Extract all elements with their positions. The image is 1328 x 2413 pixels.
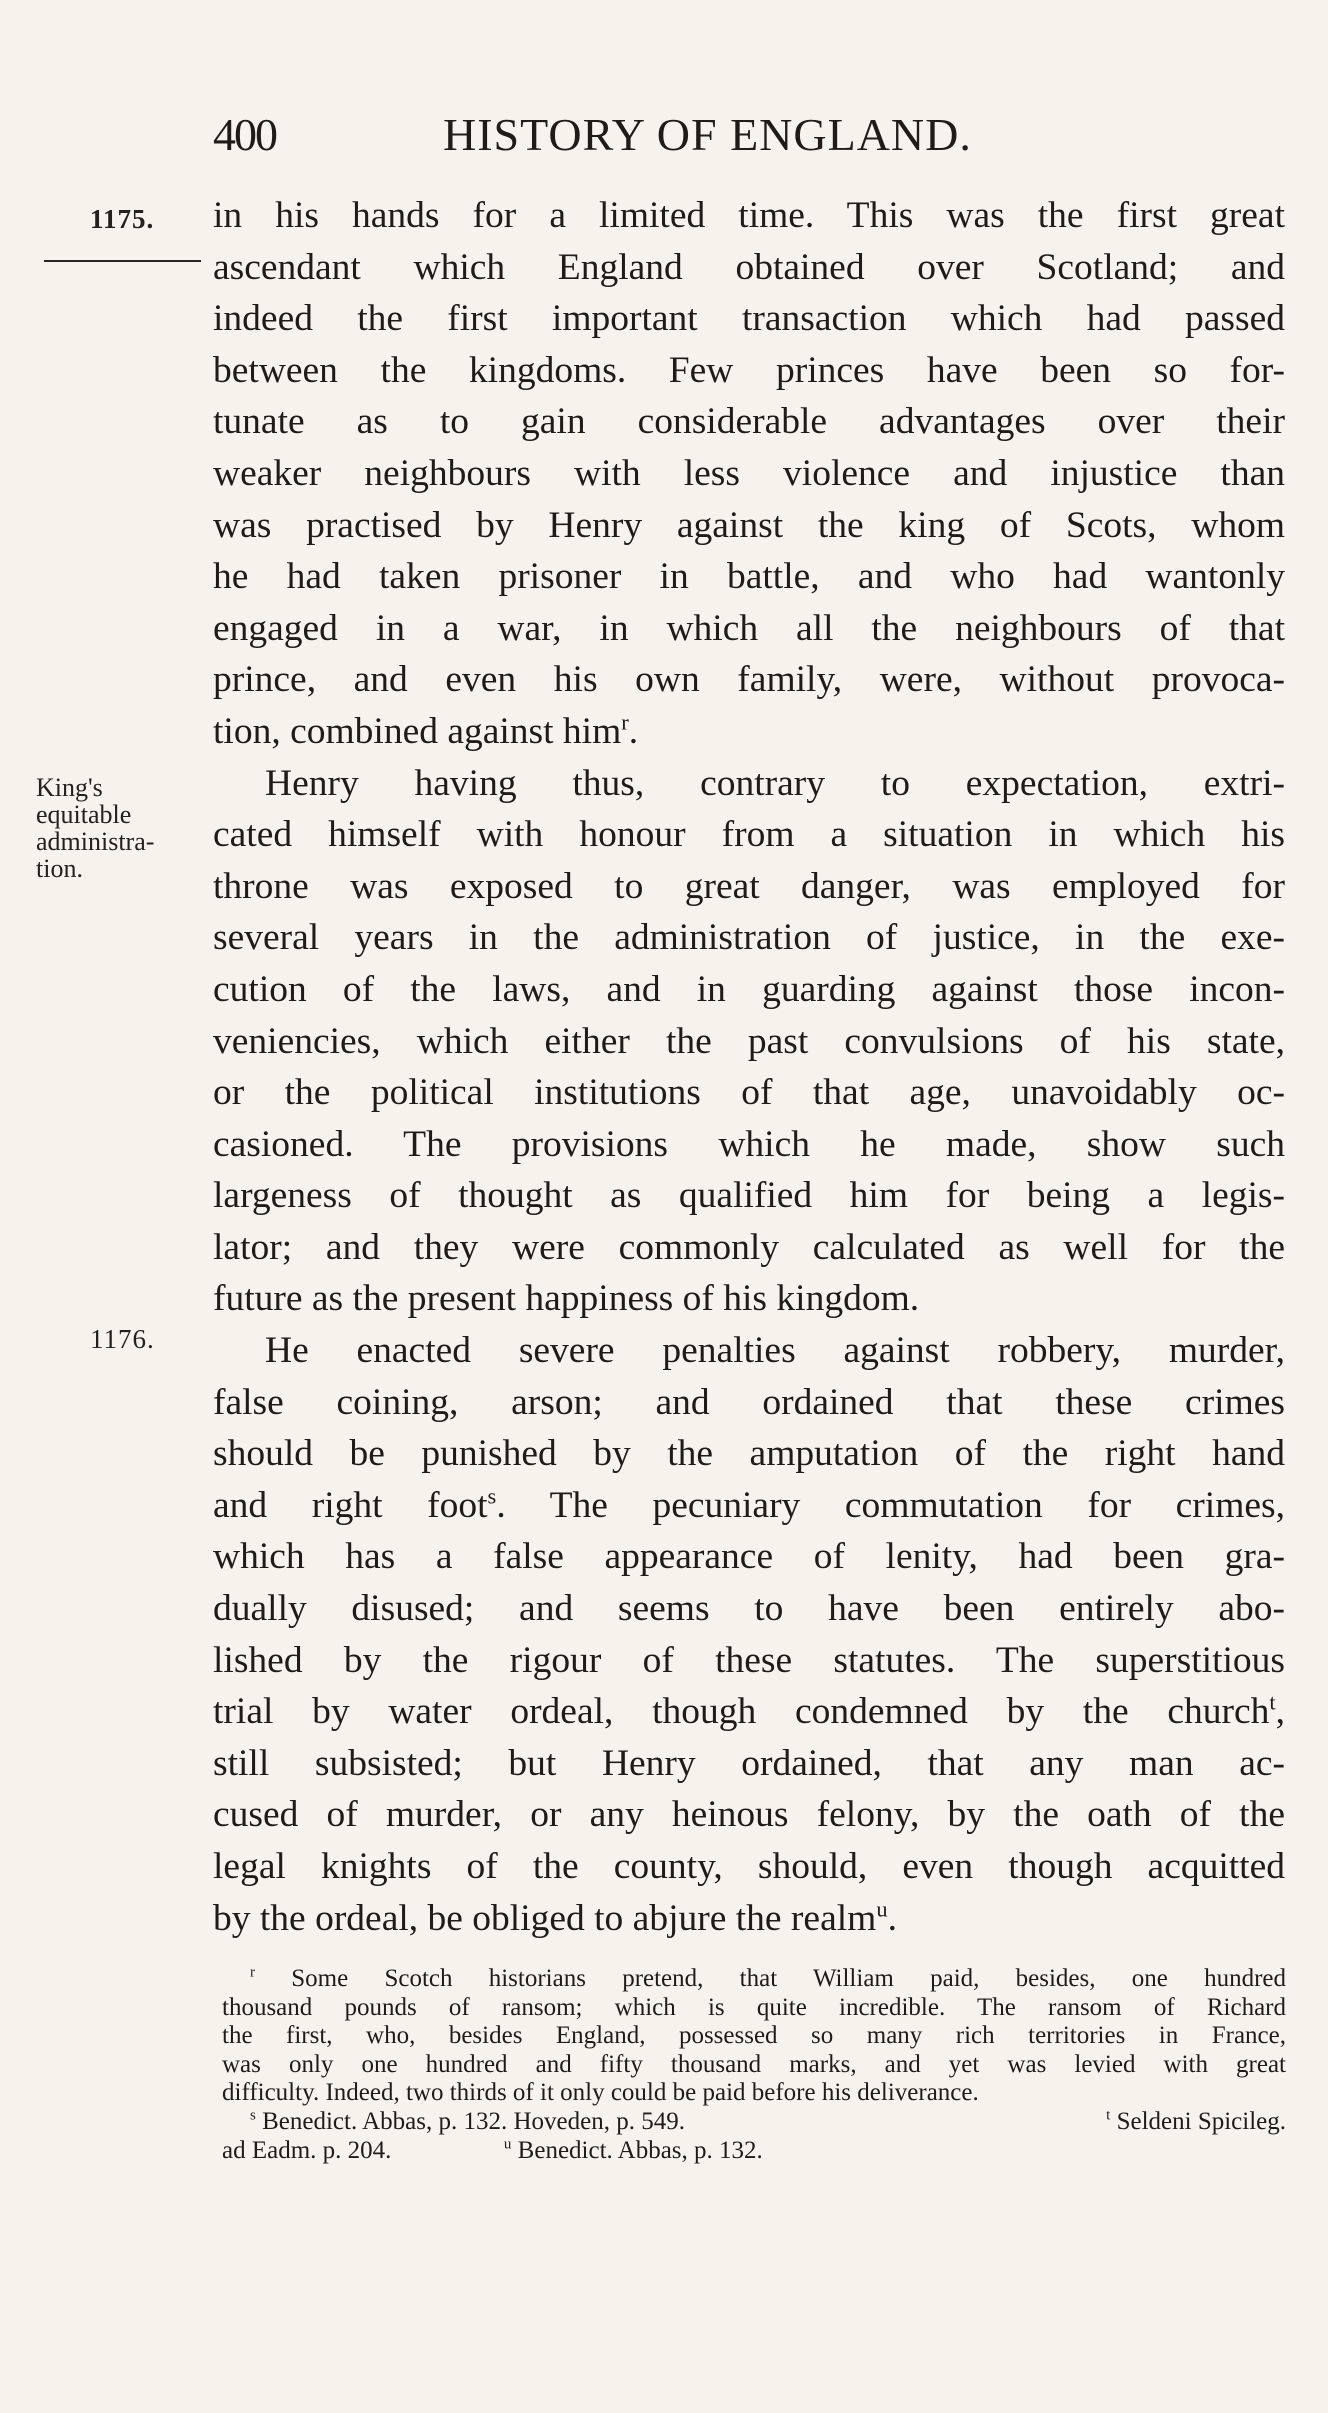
footnote-line: the first, who, besides England, possessed so many rich territories in France, — [222, 2022, 1286, 2050]
text-line: indeed the first important transaction which had passed — [213, 298, 1285, 340]
text-line: in his hands for a limited time. This was the first great — [213, 195, 1285, 236]
footnote-mark-u: u — [503, 2136, 512, 2153]
text-segment: by the ordeal, be obliged to abjure the realm — [213, 1897, 877, 1939]
footnote-line — [222, 1965, 1286, 1994]
footnote-ref-u: u — [876, 1896, 888, 1922]
footnote-text: Seldeni Spicileg. — [1116, 2107, 1286, 2135]
margin-rule — [44, 260, 201, 262]
text-line: lished by the rigour of these statutes. The superstitious — [213, 1639, 1285, 1681]
text-line: should be punished by the amputation of the right hand — [213, 1433, 1285, 1475]
text-line: casioned. The provisions which he made, show such — [213, 1123, 1285, 1165]
text-line: between the kingdoms. Few princes have been so for- — [213, 349, 1285, 391]
text-line: prince, and even his own family, were, without provoca- — [213, 659, 1285, 701]
footnote-line: difficulty. Indeed, two thirds of it only could be paid before his deliverance. — [222, 2079, 979, 2107]
text-line: engaged in a war, in which all the neighbours of that — [213, 607, 1285, 649]
body-text — [213, 190, 1285, 1944]
text-line: largeness of thought as qualified him for being a legis- — [213, 1175, 1285, 1217]
footnote-line — [222, 2108, 1286, 2137]
running-head — [213, 108, 1043, 168]
text-segment: . — [887, 1897, 897, 1939]
footnote-mark-r: r — [250, 1964, 255, 1981]
footnote-line: thousand pounds of ransom; which is quite incredible. The ransom of Richard — [222, 1993, 1286, 2021]
text-line: cution of the laws, and in guarding against those incon- — [213, 968, 1285, 1010]
text-line: ascendant which England obtained over Scotland; and — [213, 246, 1285, 288]
text-line: veniencies, which either the past convulsions of his state, — [213, 1020, 1285, 1062]
text-segment: and right foot — [213, 1484, 488, 1526]
running-title: HISTORY OF ENGLAND. — [443, 109, 972, 160]
footnote-ref-r: r — [621, 709, 629, 735]
text-line: legal knights of the county, should, even though acquitted — [213, 1846, 1285, 1887]
text-segment: tion, combined against him — [213, 710, 622, 752]
text-segment: , — [1275, 1691, 1285, 1733]
page-number: 400 — [213, 109, 276, 160]
margin-year-1176: 1176. — [90, 1324, 155, 1354]
footnote-ref-t: t — [1269, 1689, 1276, 1715]
sidenote-line: equitable — [36, 800, 132, 829]
text-line: cused of murder, or any heinous felony, by the oath of the — [213, 1794, 1285, 1836]
text-line: which has a false appearance of lenity, had been gra- — [213, 1536, 1285, 1578]
text-line — [213, 706, 1285, 758]
footnote-mark-t: t — [1106, 2107, 1111, 2124]
text-line — [213, 1480, 1285, 1532]
footnote-text: Benedict. Abbas, p. 132. — [517, 2136, 763, 2164]
text-line: or the political institutions of that age, unavoidably oc- — [213, 1072, 1285, 1114]
text-line: dually disused; and seems to have been entirely abo- — [213, 1588, 1285, 1630]
sidenote-line: King's — [36, 773, 103, 802]
text-line: he had taken prisoner in battle, and who had wantonly — [213, 556, 1285, 598]
text-line — [213, 1893, 1285, 1945]
text-line: weaker neighbours with less violence and injustice than — [213, 452, 1285, 494]
footnote-line: was only one hundred and fifty thousand marks, and yet was levied with great — [222, 2050, 1286, 2078]
text-line: several years in the administration of justice, in the exe- — [213, 917, 1285, 959]
footnotes — [222, 1965, 1286, 2165]
footnote-mark-s: s — [250, 2107, 256, 2124]
text-line: future as the present happiness of his kingdom. — [213, 1278, 920, 1320]
text-segment: . — [628, 710, 639, 752]
text-line: lator; and they were commonly calculated as well for the — [213, 1226, 1285, 1268]
text-line: cated himself with honour from a situation in which his — [213, 814, 1285, 856]
text-line — [213, 1686, 1285, 1738]
margin-year-1175: 1175. — [90, 204, 155, 234]
footnote-text: ad Eadm. p. 204. — [222, 2136, 392, 2164]
text-line: tunate as to gain considerable advantages over their — [213, 401, 1285, 443]
footnote-text: Some Scotch historians pretend, that William paid, besides, one hundred — [291, 1965, 1287, 1992]
margin-sidenote — [36, 774, 196, 882]
text-line: false coining, arson; and ordained that these crimes — [213, 1381, 1285, 1423]
footnote-s — [250, 2108, 685, 2137]
text-line: Henry having thus, contrary to expectation, extri- — [265, 762, 1285, 804]
sidenote-line: tion. — [36, 854, 83, 883]
footnote-t — [1106, 2108, 1286, 2137]
sidenote-line: administra- — [36, 827, 155, 856]
text-line: was practised by Henry against the king of Scots, whom — [213, 504, 1285, 546]
text-line: throne was exposed to great danger, was employed for — [213, 865, 1285, 907]
text-line: still subsisted; but Henry ordained, that any man ac- — [213, 1742, 1285, 1784]
footnote-text: Benedict. Abbas, p. 132. Hoveden, p. 549. — [262, 2107, 685, 2135]
text-line: He enacted severe penalties against robbery, murder, — [265, 1330, 1285, 1372]
text-segment: trial by water ordeal, though condemned by the church — [213, 1691, 1270, 1733]
text-segment: . The pecuniary commutation for crimes, — [496, 1484, 1285, 1526]
footnote-line — [222, 2137, 1286, 2166]
footnote-ref-s: s — [487, 1483, 497, 1509]
